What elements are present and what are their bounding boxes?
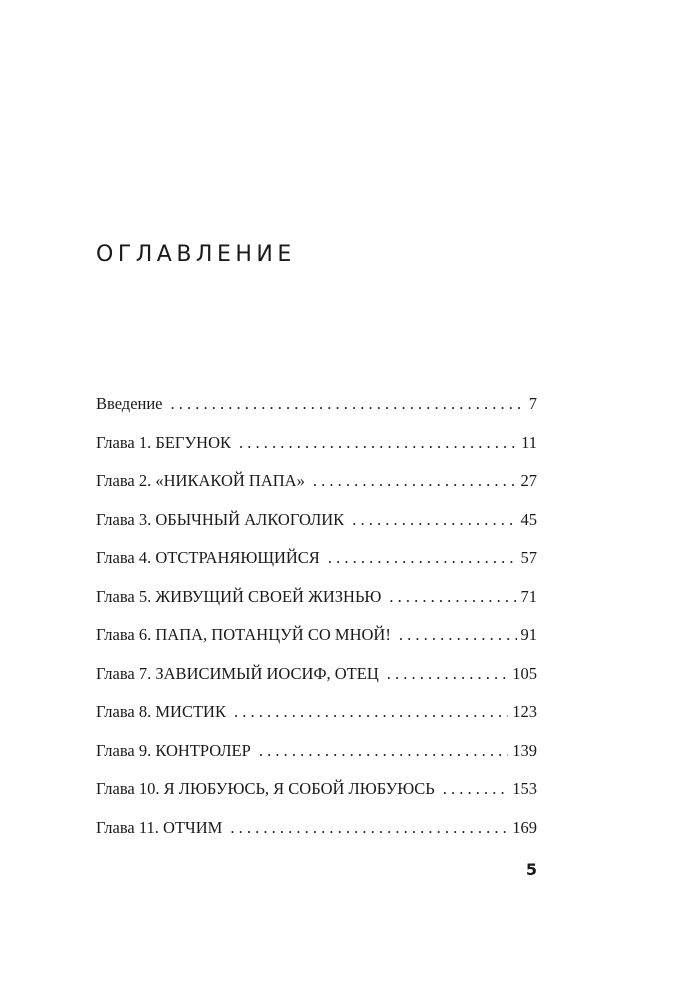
- toc-entry-page: 105: [512, 663, 537, 683]
- dot-leader: [239, 429, 517, 457]
- dot-leader: [171, 390, 525, 418]
- toc-entry-chapter-4[interactable]: [96, 544, 537, 583]
- dot-leader: [313, 467, 517, 495]
- toc-entry-chapter-3[interactable]: [96, 506, 537, 545]
- toc-entry-title: Глава 5. ЖИВУЩИЙ СВОЕЙ ЖИЗНЬЮ: [96, 586, 382, 606]
- toc-entry-chapter-10[interactable]: [96, 775, 537, 814]
- toc-entry-chapter-6[interactable]: [96, 621, 537, 660]
- toc-entry-page: 169: [512, 817, 537, 837]
- toc-entry-page: 11: [521, 432, 537, 452]
- dot-leader: [259, 737, 508, 765]
- toc-entry-chapter-9[interactable]: [96, 737, 537, 776]
- toc-entry-title: Глава 3. ОБЫЧНЫЙ АЛКОГОЛИК: [96, 509, 345, 529]
- page-title: ОГЛАВЛЕНИЕ: [96, 242, 296, 267]
- toc-entry-title: Глава 4. ОТСТРАНЯЮЩИЙСЯ: [96, 548, 320, 567]
- toc-entry-title: Глава 7. ЗАВИСИМЫЙ ИОСИФ, ОТЕЦ: [96, 663, 379, 683]
- toc-entry-chapter-8[interactable]: [96, 698, 537, 737]
- dot-leader: [352, 506, 516, 534]
- toc-entry-page: 153: [512, 779, 537, 798]
- toc-entry-page: 123: [512, 702, 537, 721]
- toc-entry-page: 91: [520, 625, 537, 644]
- toc-entry-chapter-7[interactable]: [96, 660, 537, 699]
- dot-leader: [328, 544, 517, 572]
- toc-entry-title: Глава 2. «НИКАКОЙ ПАПА»: [96, 471, 305, 490]
- dot-leader: [389, 583, 516, 611]
- toc-entry-chapter-1[interactable]: [96, 429, 537, 468]
- dot-leader: [387, 660, 509, 688]
- toc-entry-page: 139: [512, 740, 537, 760]
- toc-entry-title: Глава 9. КОНТРОЛЕР: [96, 740, 251, 760]
- toc-entry-introduction[interactable]: [96, 390, 537, 429]
- dot-leader: [443, 775, 509, 803]
- toc-entry-title: Введение: [96, 394, 163, 413]
- toc-entry-title: Глава 8. МИСТИК: [96, 702, 226, 721]
- toc-entry-page: 71: [520, 586, 537, 606]
- page-number: 5: [525, 860, 537, 879]
- toc-entry-chapter-2[interactable]: [96, 467, 537, 506]
- toc-entry-page: 7: [528, 394, 537, 413]
- toc-entry-title: Глава 1. БЕГУНОК: [96, 432, 231, 452]
- toc-entry-chapter-5[interactable]: [96, 583, 537, 622]
- toc-entry-title: Глава 10. Я ЛЮБУЮСЬ, Я СОБОЙ ЛЮБУЮСЬ: [96, 779, 435, 798]
- dot-leader: [399, 621, 517, 649]
- toc-entry-title: Глава 6. ПАПА, ПОТАНЦУЙ СО МНОЙ!: [96, 625, 391, 644]
- toc-entry-title: Глава 11. ОТЧИМ: [96, 817, 223, 837]
- table-of-contents: [96, 390, 537, 852]
- toc-entry-chapter-11[interactable]: [96, 814, 537, 853]
- toc-entry-page: 45: [520, 509, 537, 529]
- toc-entry-page: 57: [520, 548, 537, 567]
- toc-entry-page: 27: [520, 471, 537, 490]
- dot-leader: [230, 814, 508, 842]
- dot-leader: [234, 698, 508, 726]
